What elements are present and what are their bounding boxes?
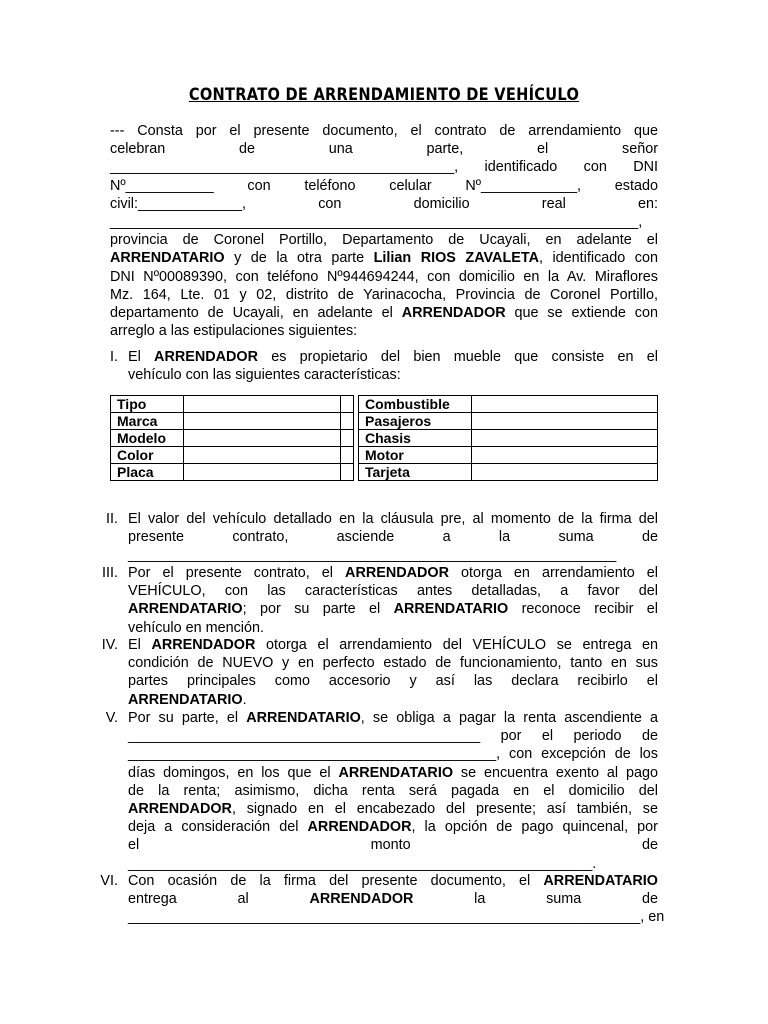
clause-numeral: VI. — [100, 873, 118, 889]
clause-numeral: III. — [102, 565, 118, 581]
clause-3: Por el presente contrato, el ARRENDADOR otorga en arrendamiento el VEHÍCULO, con las características antes detalladas, a favor del ARRENDATARIO; por su parte el ARRENDATARIO reconoce recibir el vehículo en mención. — [128, 565, 658, 636]
specs-row — [111, 396, 658, 413]
spec-label-right: Chasis — [359, 430, 472, 447]
spec-value-left — [184, 413, 341, 430]
intro-line: celebran de una parte, el señor — [110, 141, 658, 158]
clause-numeral: IV. — [101, 637, 118, 653]
document-title: CONTRATO DE ARRENDAMIENTO DE VEHÍCULO — [188, 85, 580, 105]
spec-spacer — [341, 396, 354, 413]
intro-line: Nº___________ con teléfono celular Nº____________, estado — [110, 177, 658, 194]
intro-line: provincia de Coronel Portillo, Departamento de Ucayali, en adelante el — [110, 232, 658, 249]
spec-label-right: Pasajeros — [359, 413, 472, 430]
clause-numeral: V. — [105, 710, 118, 726]
spec-label-right: Combustible — [359, 396, 472, 413]
intro-line: DNI Nº00089390, con teléfono Nº944694244, con domicilio en la Av. Miraflores — [110, 268, 658, 285]
spec-label-left: Placa — [111, 464, 184, 481]
intro-line: --- Consta por el presente documento, el contrato de arrendamiento que — [110, 123, 658, 139]
specs-row — [111, 464, 658, 481]
clause-6: Con ocasión de la firma del presente documento, el ARRENDATARIO entrega al ARRENDADOR la suma de ________________________________________________________________, en — [128, 873, 665, 926]
clause-4: El ARRENDADOR otorga el arrendamiento del VEHÍCULO se entrega en condición de NUEVO y en perfecto estado de funcionamiento, tanto en sus partes principales como accesorio y así las declara recibirlo el ARRENDATARIO. — [128, 637, 659, 708]
intro-line: ARRENDATARIO y de la otra parte Lilian RIOS ZAVALETA, identificado con — [110, 250, 658, 267]
spec-value-right — [472, 430, 658, 447]
spec-value-left — [184, 447, 341, 464]
spec-spacer — [341, 430, 354, 447]
intro-line: departamento de Ucayali, en adelante el ARRENDADOR que se extiende con — [110, 305, 659, 322]
spec-value-right — [472, 464, 658, 481]
specs-row — [111, 430, 658, 447]
intro-line: ___________________________________________, identificado con DNI — [110, 159, 658, 176]
vehicle-specs-table — [110, 395, 658, 481]
spec-spacer — [341, 413, 354, 430]
spec-value-right — [472, 413, 658, 430]
specs-row — [111, 447, 658, 464]
clause-numeral: I. — [110, 349, 118, 365]
clause-1: El ARRENDADOR es propietario del bien mueble que consiste en el vehículo con las siguientes características: — [128, 349, 658, 384]
spec-label-right: Tarjeta — [359, 464, 472, 481]
spec-spacer — [341, 464, 354, 481]
intro-line: __________________________________________________________________, — [110, 214, 643, 231]
clause-numeral: II. — [106, 511, 118, 527]
spec-label-right: Motor — [359, 447, 472, 464]
spec-label-left: Modelo — [111, 430, 184, 447]
spec-value-left — [184, 396, 341, 413]
spec-value-left — [184, 430, 341, 447]
spec-value-right — [472, 447, 658, 464]
spec-label-left: Tipo — [111, 396, 184, 413]
spec-spacer — [341, 447, 354, 464]
intro-line: Mz. 164, Lte. 01 y 02, distrito de Yarinacocha, Provincia de Coronel Portillo, — [110, 286, 658, 303]
clause-2: El valor del vehículo detallado en la cláusula pre, al momento de la firma del presente contrato, asciende a la suma de _____________________________________________________________ — [128, 511, 658, 564]
intro-line: civil:_____________, con domicilio real en: — [110, 195, 658, 212]
spec-label-left: Color — [111, 447, 184, 464]
spec-label-left: Marca — [111, 413, 184, 430]
spec-value-right — [472, 396, 658, 413]
specs-row — [111, 413, 658, 430]
intro-paragraph — [110, 122, 658, 340]
clause-5: Por su parte, el ARRENDATARIO, se obliga a pagar la renta ascendiente a ____________________________________________ por el periodo de ______________________________________________, con excepción de los días domingos, en los que el ARRENDATARIO se encuentra exento al pago de la renta; asimismo, dicha renta será pagada en el domicilio del ARRENDADOR, signado en el encabezado del presente; así también, se deja a consideración del ARRENDADOR, la opción de pago quincenal, por el monto de __________________________________________________________. — [128, 710, 659, 872]
intro-line: arreglo a las estipulaciones siguientes: — [110, 323, 358, 340]
spec-value-left — [184, 464, 341, 481]
